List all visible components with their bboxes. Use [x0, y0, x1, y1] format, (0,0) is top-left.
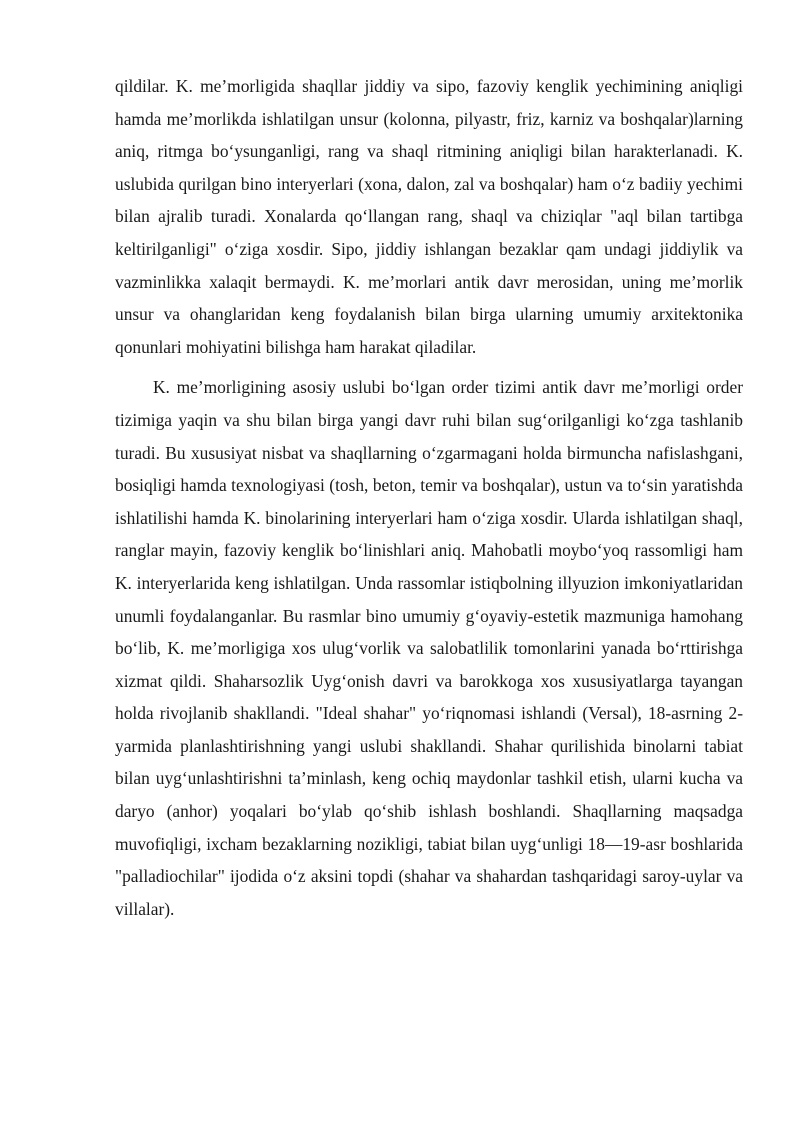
paragraph-2: K. me’morligining asosiy uslubi bo‘lgan order tizimi antik davr me’morligi order tizimiga yaqin va shu bilan birga yangi davr ruhi bilan sug‘orilganligi ko‘zga tashlanib turadi. Bu xususiyat nisbat va shaqllarning o‘zgarmagani holda birmuncha nafislashgani, bosiqligi hamda texnologiyasi (tosh, beton, temir va boshqalar), ustun va to‘sin yaratishda ishlatilishi hamda K. binolarining interyerlari ham o‘ziga xosdir. Ularda ishlatilgan shaql, ranglar mayin, fazoviy kenglik bo‘linishlari aniq. Mahobatli moybo‘yoq rassomligi ham K. interyerlarida keng ishlatilgan. Unda rassomlar istiqbolning illyuzion imkoniyatlaridan unumli foydalanganlar. Bu rasmlar bino umumiy g‘oyaviy-estetik mazmuniga hamohang bo‘lib, K. me’morligiga xos ulug‘vorlik va salobatlilik tomonlarini yanada bo‘rttirishga xizmat qildi. Shaharsozlik Uyg‘onish davri va barokkoga xos xususiyatlarga tayangan holda rivojlanib shakllandi. "Ideal shahar" yo‘riqnomasi ishlandi (Versal), 18-asrning 2-yarmida planlashtirishning yangi uslubi shakllandi. Shahar qurilishida binolarni tabiat bilan uyg‘unlashtirishni ta’minlash, keng ochiq maydonlar tashkil etish, ularni kucha va daryo (anhor) yoqalari bo‘ylab qo‘shib ishlash boshlandi. Shaqllarning maqsadga muvofiqligi, ixcham bezaklarning nozikligi, tabiat bilan uyg‘unligi 18—19-asr boshlarida "palladiochilar" ijodida o‘z aksini topdi (shahar va shahardan tashqaridagi saroy-uylar va villalar). — [115, 377, 743, 919]
paragraph-1: qildilar. K. me’morligida shaqllar jiddiy va sipo, fazoviy kenglik yechimining aniqligi hamda me’morlikda ishlatilgan unsur (kolonna, pilyastr, friz, karniz va boshqalar)larning aniq, ritmga bo‘ysunganligi, rang va shaql ritmining aniqligi bilan harakterlanadi. K. uslubida qurilgan bino interyerlari (xona, dalon, zal va boshqalar) ham o‘z badiiy yechimi bilan ajralib turadi. Xonalarda qo‘llangan rang, shaql va chiziqlar "aql bilan tartibga keltirilganligi" o‘ziga xosdir. Sipo, jiddiy ishlangan bezaklar qam undagi jiddiylik va vazminlikka xalaqit bermaydi. K. me’morlari antik davr merosidan, uning me’morlik unsur va ohanglaridan keng foydalanish bilan birga ularning umumiy arxitektonika qonunlari mohiyatini bilishga ham harakat qiladilar. — [115, 76, 743, 357]
document-page — [115, 70, 743, 925]
